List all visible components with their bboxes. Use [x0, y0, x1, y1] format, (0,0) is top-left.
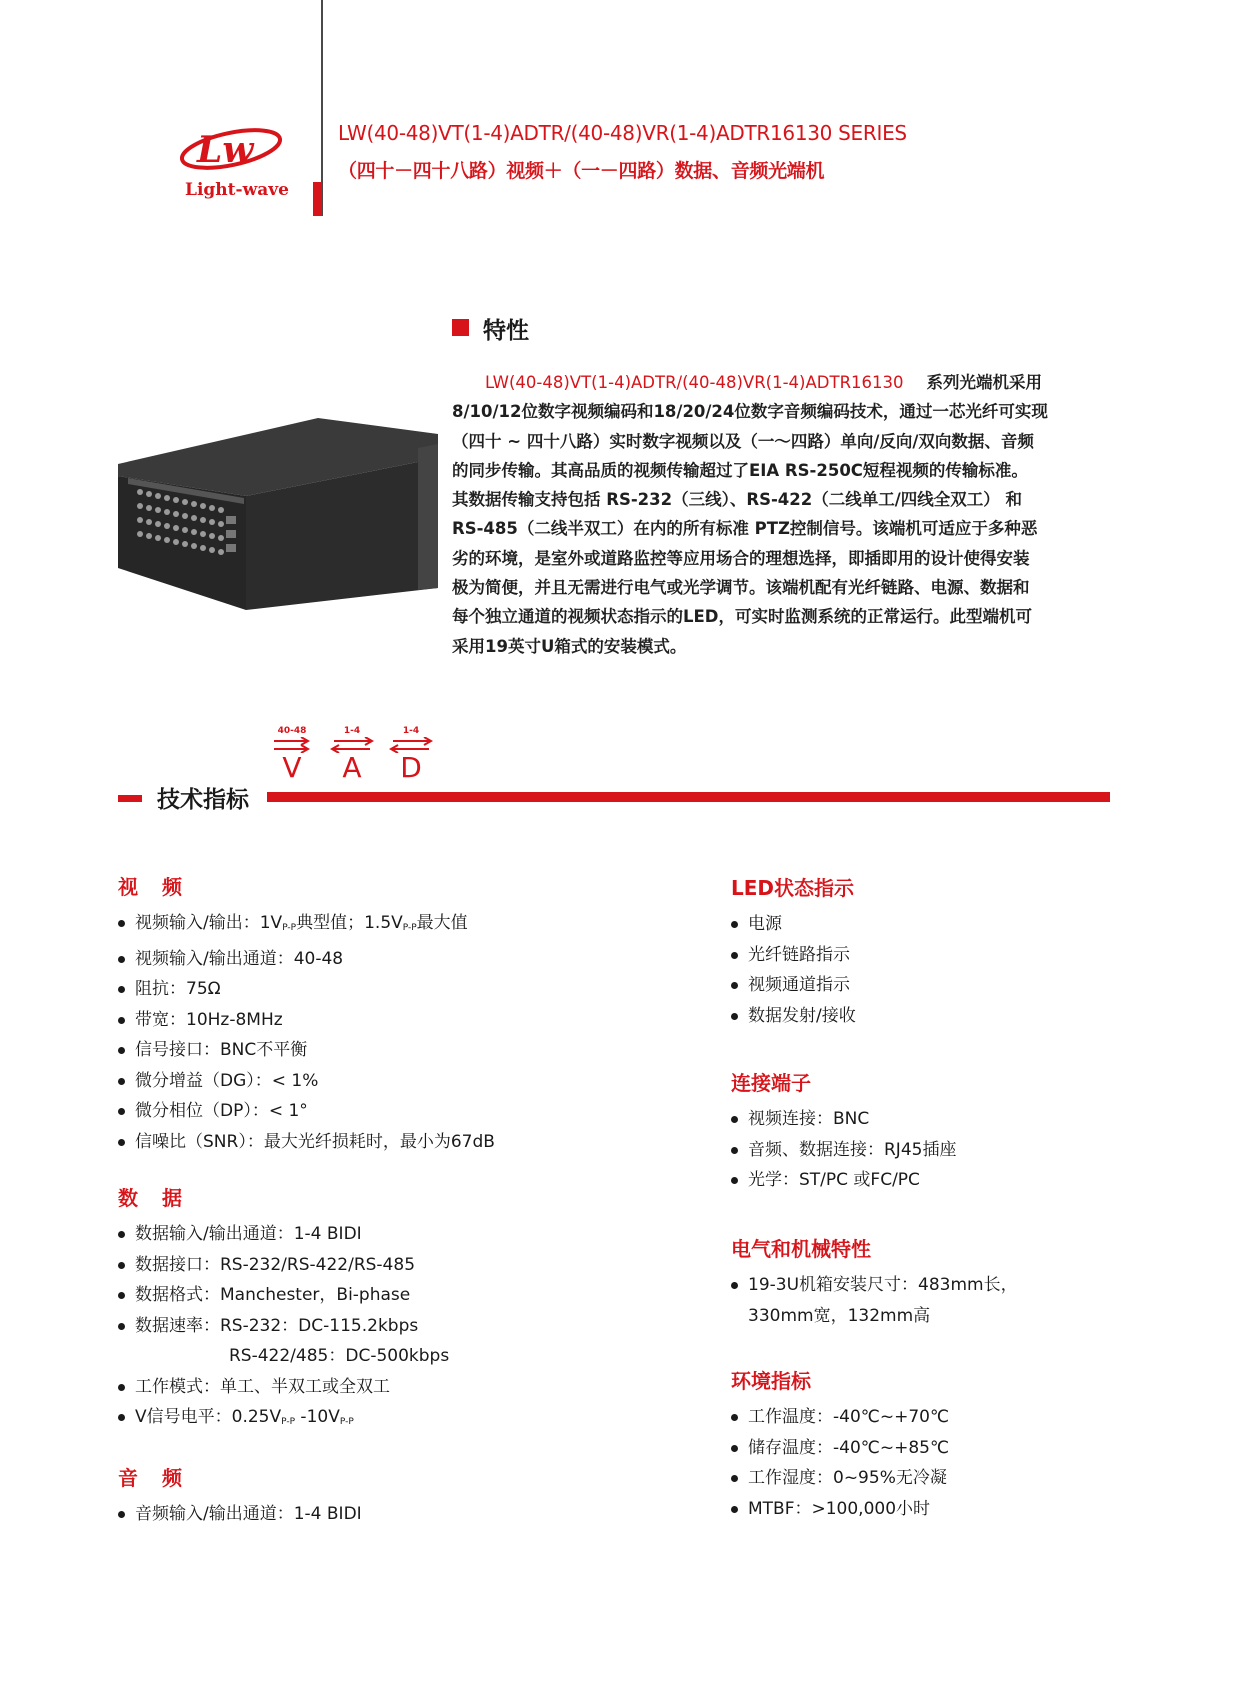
list-item: 微分相位（DP）：< 1° — [118, 1096, 495, 1127]
list-item: 信号接口：BNC不平衡 — [118, 1035, 495, 1066]
tech-heading: 技术指标 — [157, 787, 249, 813]
desc-line: 系列光端机采用 — [926, 373, 1043, 392]
list-item: 数据格式：Manchester，Bi-phase — [118, 1280, 449, 1311]
list-item: MTBF：>100,000小时 — [731, 1494, 949, 1525]
device-photo — [118, 418, 438, 610]
audio-heading: 音频 — [118, 1466, 206, 1490]
connector-heading: 连接端子 — [731, 1071, 811, 1095]
mech-heading: 电气和机械特性 — [731, 1237, 871, 1261]
list-item: 音频、数据连接：RJ45插座 — [731, 1135, 956, 1166]
features-heading: 特性 — [483, 318, 529, 344]
vad-audio — [329, 726, 375, 786]
desc-line: （四十 ~ 四十八路）实时数字视频以及（一～四路）单向/反向/双向数据、音频 — [452, 431, 1034, 451]
desc-line: 采用19英寸U箱式的安装模式。 — [452, 636, 687, 656]
video-section — [118, 874, 495, 1157]
list-item: 工作模式：单工、半双工或全双工 — [118, 1372, 449, 1403]
list-item: 微分增益（DG）：< 1% — [118, 1066, 495, 1097]
series-title-cn: （四十－四十八路）视频＋（一－四路）数据、音频光端机 — [338, 160, 825, 182]
list-item: 数据发射/接收 — [731, 1001, 856, 1032]
list-item: 储存温度：-40℃~+85℃ — [731, 1433, 949, 1464]
section-marker — [452, 319, 469, 336]
led-heading: LED状态指示 — [731, 876, 855, 900]
list-item: 视频连接：BNC — [731, 1104, 956, 1135]
header-red-accent — [313, 182, 322, 216]
list-item: 工作温度：-40℃~+70℃ — [731, 1402, 949, 1433]
list-item-continuation: 330mm宽，132mm高 — [748, 1305, 931, 1326]
list-item: 工作湿度：0~95%无冷凝 — [731, 1463, 949, 1494]
vad-data-count: 1-4 — [402, 726, 420, 736]
list-item: 带宽：10Hz-8MHz — [118, 1005, 495, 1036]
logo-wordmark: Light-wave — [185, 180, 289, 200]
list-item: 19-3U机箱安装尺寸：483mm长， — [731, 1270, 1018, 1301]
desc-line: RS-485（二线半双工）在内的所有标准 PTZ控制信号。该端机可适应于多种恶 — [452, 519, 1038, 539]
list-item-continuation: RS-422/485：DC-500kbps — [229, 1346, 450, 1366]
vad-audio-letter: A — [342, 751, 362, 784]
list-item: 光学：ST/PC 或FC/PC — [731, 1165, 956, 1196]
vad-data — [388, 726, 434, 786]
list-item: 阻抗：75Ω — [118, 974, 495, 1005]
list-item: 数据输入/输出通道：1-4 BIDI — [118, 1219, 449, 1250]
list-item: 视频输入/输出：$1V_{P-P}$典型值；$1.5V_{P-P}$最大值 — [118, 908, 495, 944]
vad-video-letter: V — [282, 751, 302, 784]
features-description — [452, 368, 1112, 661]
desc-line: 每个独立通道的视频状态指示的LED，可实时监测系统的正常运行。此型端机可 — [452, 607, 1032, 627]
desc-line: 极为简便，并且无需进行电气或光学调节。该端机配有光纤链路、电源、数据和 — [452, 578, 1030, 598]
vad-data-letter: D — [400, 751, 422, 784]
list-item: 光纤链路指示 — [731, 940, 856, 971]
desc-line: 的同步传输。其高品质的视频传输超过了EIA RS-250C短程视频的传输标准。 — [452, 460, 1028, 480]
env-section — [731, 1368, 949, 1524]
desc-line: 劣的环境，是室外或道路监控等应用场合的理想选择，即插即用的设计使得安装 — [452, 548, 1030, 568]
list-item: 信噪比（SNR）：最大光纤损耗时，最小为67dB — [118, 1127, 495, 1158]
list-item: 视频通道指示 — [731, 970, 856, 1001]
list-item: 视频输入/输出通道：40-48 — [118, 944, 495, 975]
desc-line: 8/10/12位数字视频编码和18/20/24位数字音频编码技术，通过一芯光纤可实现 — [452, 402, 1048, 422]
list-item: 电源 — [731, 909, 856, 940]
vad-video — [269, 726, 315, 786]
led-section — [731, 875, 856, 1031]
tech-marker — [118, 795, 142, 802]
list-item: 音频输入/输出通道：1-4 BIDI — [118, 1499, 362, 1530]
mech-section — [731, 1236, 1018, 1331]
desc-line: 其数据传输支持包括 RS-232（三线）、RS-422（二线单工/四线全双工） 和 — [452, 490, 1023, 510]
audio-section — [118, 1465, 362, 1530]
list-item: V信号电平：$0.25V_{P-P}$ $-10V_{P-P}$ — [118, 1402, 449, 1438]
vad-audio-count: 1-4 — [343, 726, 361, 736]
data-section — [118, 1185, 449, 1438]
list-item: 数据接口：RS-232/RS-422/RS-485 — [118, 1250, 449, 1281]
vad-video-count: 40-48 — [277, 726, 307, 736]
connector-section — [731, 1070, 956, 1196]
lightwave-logo — [175, 118, 289, 200]
lw-logo-icon — [175, 118, 285, 180]
video-heading: 视频 — [118, 875, 206, 899]
list-item: 数据速率：RS-232：DC-115.2kbps — [118, 1311, 449, 1342]
model-name: LW(40-48)VT(1-4)ADTR/(40-48)VR(1-4)ADTR16130 — [485, 373, 904, 392]
svg-text:Lw: Lw — [197, 129, 254, 171]
env-heading: 环境指标 — [731, 1369, 811, 1393]
tech-red-rule — [267, 792, 1110, 802]
data-heading: 数据 — [118, 1186, 206, 1210]
series-title-en: LW(40-48)VT(1-4)ADTR/(40-48)VR(1-4)ADTR16130 SERIES — [338, 121, 907, 145]
